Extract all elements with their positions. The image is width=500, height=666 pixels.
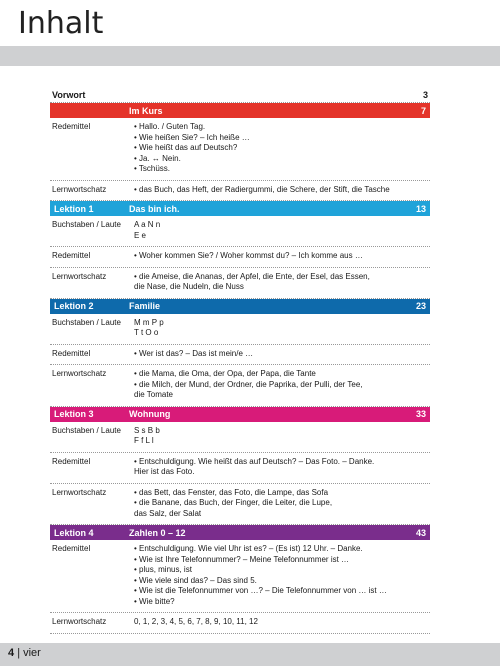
- row-line: E e: [134, 230, 147, 240]
- section-page: 7: [420, 105, 426, 116]
- section-row: [50, 118, 430, 181]
- footer-separator: |: [17, 647, 21, 659]
- header-band: [0, 46, 500, 66]
- row-label: Redemittel: [52, 544, 91, 553]
- vorwort-row[interactable]: [50, 90, 430, 103]
- section-heading: [54, 528, 186, 538]
- row-label: Buchstaben / Laute: [52, 317, 121, 327]
- footer-page-word: vier: [23, 647, 41, 659]
- row-line: • Entschuldigung. Wie viel Uhr ist es? – (Es ist) 12 Uhr. – Danke.: [134, 544, 363, 553]
- section-row: [50, 613, 430, 634]
- row-line: • die Mama, die Oma, der Opa, der Papa, die Tante: [134, 369, 316, 378]
- row-line: die Nase, die Nudeln, die Nuss: [134, 282, 244, 291]
- row-line: • die Ameise, die Ananas, der Apfel, die Ente, der Esel, das Essen,: [134, 271, 370, 281]
- row-line: • Wie viele sind das? – Das sind 5.: [134, 575, 257, 585]
- row-line: • Hallo. / Guten Tag.: [134, 122, 206, 131]
- row-line: T t O o: [134, 328, 159, 337]
- row-label: Lernwortschatz: [52, 184, 107, 194]
- row-line: • Wie ist die Telefonnummer von …? – Die Telefonnummer von … ist …: [134, 586, 387, 595]
- row-label: Buchstaben / Laute: [52, 220, 121, 229]
- row-label: Lernwortschatz: [52, 487, 107, 497]
- section-header[interactable]: [50, 525, 430, 540]
- section-header[interactable]: [50, 299, 430, 314]
- section-title: Das bin ich.: [129, 203, 180, 214]
- page-title: Inhalt: [18, 6, 104, 41]
- row-line: • Woher kommen Sie? / Woher kommst du? – Ich komme aus …: [134, 251, 363, 260]
- section-row: [50, 345, 430, 366]
- row-line: 0, 1, 2, 3, 4, 5, 6, 7, 8, 9, 10, 11, 12: [134, 617, 258, 626]
- row-line: • Entschuldigung. Wie heißt das auf Deutsch? – Das Foto. – Danke.: [134, 456, 375, 466]
- section-row: [50, 453, 430, 484]
- section-title: Zahlen 0 – 12: [129, 527, 186, 538]
- section-row: [50, 540, 430, 613]
- section-row: [50, 484, 430, 526]
- row-line: • die Banane, das Buch, der Finger, die Leiter, die Lupe,: [134, 498, 333, 507]
- row-line: F f L l: [134, 436, 154, 445]
- row-line: • Wie ist Ihre Telefonnummer? – Meine Telefonnummer ist …: [134, 554, 350, 564]
- row-line: • Tschüss.: [134, 164, 170, 173]
- section-header[interactable]: [50, 201, 430, 216]
- row-value: [132, 426, 430, 447]
- row-line: • Wie bitte?: [134, 596, 175, 606]
- row-line: das Salz, der Salat: [134, 508, 202, 518]
- section-number: Lektion 4: [54, 527, 94, 538]
- row-line: • Wie heißt das auf Deutsch?: [134, 143, 238, 152]
- row-value: [132, 251, 430, 262]
- section-row: [50, 422, 430, 453]
- row-label: Lernwortschatz: [52, 369, 107, 378]
- row-line: • plus, minus, ist: [134, 565, 192, 574]
- section-page: 13: [415, 203, 426, 214]
- row-label: Lernwortschatz: [52, 617, 107, 626]
- row-label: Redemittel: [52, 251, 91, 260]
- row-line: • das Bett, das Fenster, das Foto, die Lampe, das Sofa: [134, 487, 329, 497]
- row-line: • Wie heißen Sie? – Ich heiße …: [134, 132, 250, 142]
- section-title: Familie: [129, 301, 161, 311]
- section-page: 23: [415, 301, 426, 311]
- section-row: [50, 247, 430, 268]
- section-page: 43: [415, 527, 426, 538]
- section-row: [50, 314, 430, 345]
- row-value: [132, 185, 430, 196]
- row-line: • Ja. ↔ Nein.: [134, 153, 181, 163]
- row-line: • das Buch, das Heft, der Radiergummi, die Schere, der Stift, die Tasche: [134, 184, 390, 194]
- row-line: M m P p: [134, 317, 164, 327]
- section-heading: [54, 106, 163, 116]
- footer: [8, 647, 41, 659]
- toc-sections: [50, 103, 430, 634]
- row-line: S s B b: [134, 425, 160, 435]
- row-line: Hier ist das Foto.: [134, 467, 195, 476]
- row-label: Buchstaben / Laute: [52, 425, 121, 435]
- section-number: Lektion 3: [54, 409, 94, 419]
- footer-band: [0, 643, 500, 666]
- section-heading: [54, 409, 170, 419]
- section-number: Lektion 2: [54, 301, 94, 311]
- section-row: [50, 365, 430, 407]
- section-number: [54, 106, 129, 116]
- row-value: [132, 122, 430, 175]
- row-value: [132, 272, 430, 293]
- section-heading: [54, 301, 160, 311]
- toc-content: [50, 90, 430, 634]
- row-value: [132, 457, 430, 478]
- row-value: [132, 488, 430, 520]
- section-row: [50, 181, 430, 202]
- section-header[interactable]: [50, 103, 430, 118]
- row-value: [132, 369, 430, 401]
- row-label: Lernwortschatz: [52, 271, 107, 281]
- section-title: Im Kurs: [129, 105, 163, 116]
- vorwort-page: 3: [422, 90, 428, 100]
- section-row: [50, 216, 430, 247]
- section-page: 33: [415, 409, 426, 419]
- row-value: [132, 617, 430, 628]
- row-line: • Wer ist das? – Das ist mein/e …: [134, 348, 254, 358]
- section-header[interactable]: [50, 407, 430, 422]
- footer-page-number: 4: [8, 647, 15, 659]
- row-line: die Tomate: [134, 390, 173, 399]
- row-value: [132, 220, 430, 241]
- row-line: • die Milch, der Mund, der Ordner, die Paprika, der Pulli, der Tee,: [134, 379, 363, 389]
- row-label: Redemittel: [52, 456, 91, 466]
- row-label: Redemittel: [52, 348, 91, 358]
- section-row: [50, 268, 430, 299]
- section-title: Wohnung: [129, 409, 171, 419]
- section-heading: [54, 204, 180, 214]
- row-label: Redemittel: [52, 122, 91, 131]
- row-value: [132, 318, 430, 339]
- vorwort-label: Vorwort: [52, 90, 86, 100]
- row-value: [132, 544, 430, 607]
- row-value: [132, 349, 430, 360]
- row-line: A a N n: [134, 220, 161, 229]
- section-number: Lektion 1: [54, 203, 94, 214]
